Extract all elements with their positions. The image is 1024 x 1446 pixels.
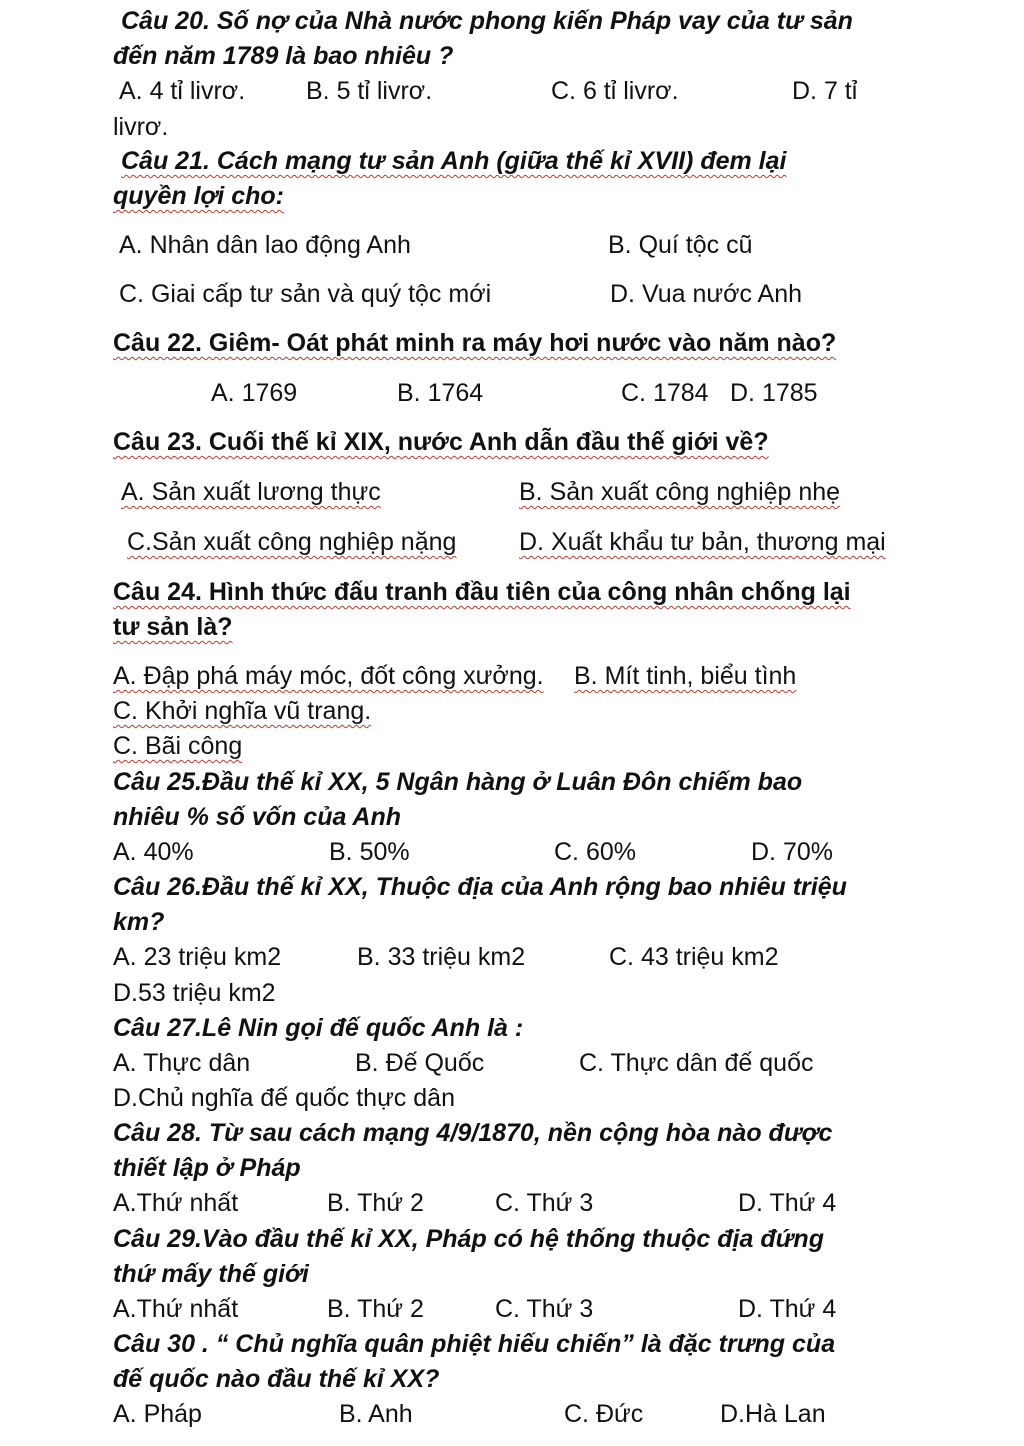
question-29-option-a: A.Thứ nhất [113,1295,239,1323]
question-27-option-c: C. Thực dân đế quốc [579,1049,814,1077]
question-27-option-a: A. Thực dân [113,1049,251,1077]
question-25-option-b: B. 50% [329,838,410,866]
question-24-line-2: tư sản là? [113,613,233,641]
question-26-line-2: km? [113,908,165,936]
question-21-line-2: quyền lợi cho: [113,182,284,210]
question-20-line-2: đến năm 1789 là bao nhiêu ? [113,42,454,70]
question-29-line-1: Câu 29.Vào đầu thế kỉ XX, Pháp có hệ thống thuộc địa đứng [113,1225,824,1253]
question-22-option-a: A. 1769 [211,379,298,407]
question-24-line-1: Câu 24. Hình thức đấu tranh đầu tiên của công nhân chống lại [113,578,851,606]
question-30-line-1: Câu 30 . “ Chủ nghĩa quân phiệt hiếu chiến” là đặc trưng của [113,1330,836,1358]
question-25-line-1: Câu 25.Đầu thế kỉ XX, 5 Ngân hàng ở Luân Đôn chiếm bao [113,768,803,796]
question-24-option-b: B. Mít tinh, biểu tình [574,662,797,690]
question-26-option-b: B. 33 triệu km2 [357,943,526,971]
question-21-option-c: C. Giai cấp tư sản và quý tộc mới [119,280,492,308]
question-28-option-b: B. Thứ 2 [327,1189,424,1217]
question-27-option-b: B. Đế Quốc [355,1049,485,1077]
question-28-option-c: C. Thứ 3 [495,1189,594,1217]
question-24-option-a: A. Đập phá máy móc, đốt công xưởng. [113,662,544,690]
question-24-option-c: C. Khởi nghĩa vũ trang. [113,697,372,725]
question-20-option-d-continued: livrơ. [113,113,169,141]
question-30-option-d: D.Hà Lan [720,1400,826,1428]
question-22-line-1: Câu 22. Giêm- Oát phát minh ra máy hơi nước vào năm nào? [113,329,837,357]
question-26-option-d: D.53 triệu km2 [113,979,276,1007]
question-25-option-d: D. 70% [751,838,833,866]
question-20-option-d: D. 7 tỉ [792,77,858,105]
question-30-line-2: đế quốc nào đầu thế kỉ XX? [113,1365,440,1393]
question-21-line-1: Câu 21. Cách mạng tư sản Anh (giữa thế kỉ XVII) đem lại [121,147,787,175]
question-27-option-d: D.Chủ nghĩa đế quốc thực dân [113,1084,455,1112]
question-30-option-a: A. Pháp [113,1400,202,1428]
question-25-option-c: C. 60% [554,838,636,866]
question-28-option-d: D. Thứ 4 [738,1189,837,1217]
question-22-option-d: D. 1785 [730,379,818,407]
question-22-option-b: B. 1764 [397,379,484,407]
question-21-option-b: B. Quí tộc cũ [608,231,753,259]
question-23-option-b: B. Sản xuất công nghiệp nhẹ [519,478,841,506]
question-30-option-c: C. Đức [564,1400,644,1428]
question-29-option-d: D. Thứ 4 [738,1295,837,1323]
question-23-option-a: A. Sản xuất lương thực [121,478,381,506]
question-26-option-c: C. 43 triệu km2 [609,943,779,971]
question-24-option-c-2: C. Bãi công [113,732,243,760]
question-25-line-2: nhiêu % số vốn của Anh [113,803,401,831]
question-21-option-a: A. Nhân dân lao động Anh [119,231,411,259]
question-23-option-c: C.Sản xuất công nghiệp nặng [127,528,457,556]
question-28-line-1: Câu 28. Từ sau cách mạng 4/9/1870, nền cộng hòa nào được [113,1119,833,1147]
question-29-line-2: thứ mấy thế giới [113,1260,309,1288]
question-23-line-1: Câu 23. Cuối thế kỉ XIX, nước Anh dẫn đầu thế giới về? [113,428,769,456]
question-27-line-1: Câu 27.Lê Nin gọi đế quốc Anh là : [113,1014,524,1042]
question-26-line-1: Câu 26.Đầu thế kỉ XX, Thuộc địa của Anh rộng bao nhiêu triệu [113,873,847,901]
question-20-line-1: Câu 20. Số nợ của Nhà nước phong kiến Pháp vay của tư sản [121,7,853,35]
question-20-option-a: A. 4 tỉ livrơ. [119,77,246,105]
question-21-option-d: D. Vua nước Anh [610,280,803,308]
question-28-option-a: A.Thứ nhất [113,1189,239,1217]
question-30-option-b: B. Anh [339,1400,413,1428]
question-26-option-a: A. 23 triệu km2 [113,943,282,971]
question-29-option-c: C. Thứ 3 [495,1295,594,1323]
question-20-option-b: B. 5 tỉ livrơ. [306,77,433,105]
question-22-option-c: C. 1784 [621,379,709,407]
question-28-line-2: thiết lập ở Pháp [113,1154,301,1182]
question-25-option-a: A. 40% [113,838,194,866]
question-20-option-c: C. 6 tỉ livrơ. [551,77,679,105]
question-23-option-d: D. Xuất khẩu tư bản, thương mại [519,528,886,556]
question-29-option-b: B. Thứ 2 [327,1295,424,1323]
